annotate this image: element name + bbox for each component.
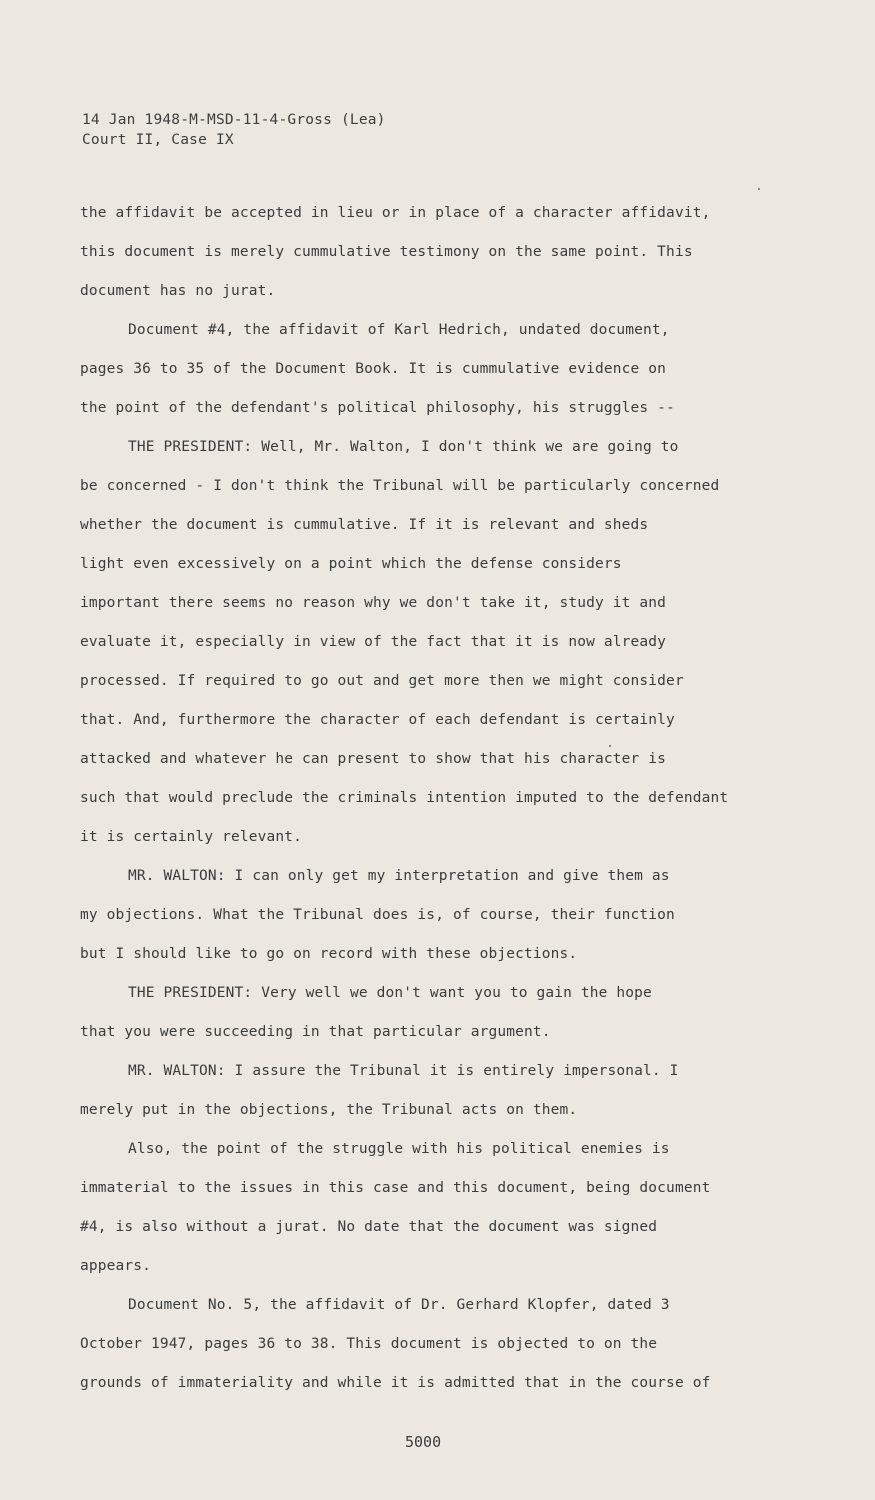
transcript-line: immaterial to the issues in this case and this document, being document xyxy=(80,1180,711,1196)
transcript-line: whether the document is cummulative. If it is relevant and sheds xyxy=(80,517,649,533)
transcript-line: that you were succeeding in that particular argument. xyxy=(80,1024,551,1040)
transcript-line: Document #4, the affidavit of Karl Hedrich, undated document, xyxy=(128,322,670,338)
transcript-line: merely put in the objections, the Tribunal acts on them. xyxy=(80,1102,578,1118)
transcript-line: it is certainly relevant. xyxy=(80,829,302,845)
header-date-reference: 14 Jan 1948-M-MSD-11-4-Gross (Lea) xyxy=(82,112,386,128)
paper-speck xyxy=(609,745,611,747)
transcript-line: MR. WALTON: I assure the Tribunal it is entirely impersonal. I xyxy=(128,1063,679,1079)
transcript-line: THE PRESIDENT: Very well we don't want you to gain the hope xyxy=(128,985,652,1001)
document-header xyxy=(82,110,386,150)
transcript-line: document has no jurat. xyxy=(80,283,276,299)
transcript-line: light even excessively on a point which the defense considers xyxy=(80,556,622,572)
transcript-line: October 1947, pages 36 to 38. This document is objected to on the xyxy=(80,1336,658,1352)
transcript-line: the point of the defendant's political philosophy, his struggles -- xyxy=(80,400,675,416)
transcript-line: important there seems no reason why we don't take it, study it and xyxy=(80,595,667,611)
page-number: 5000 xyxy=(405,1433,442,1451)
transcript-line: pages 36 to 35 of the Document Book. It is cummulative evidence on xyxy=(80,361,667,377)
paper-speck xyxy=(758,188,760,190)
transcript-line: be concerned - I don't think the Tribunal will be particularly concerned xyxy=(80,478,720,494)
transcript-line: Also, the point of the struggle with his political enemies is xyxy=(128,1141,670,1157)
transcript-line: attacked and whatever he can present to show that his character is xyxy=(80,751,667,767)
transcript-line: grounds of immateriality and while it is admitted that in the course of xyxy=(80,1375,711,1391)
transcript-line: this document is merely cummulative testimony on the same point. This xyxy=(80,244,693,260)
transcript-line: such that would preclude the criminals intention imputed to the defendant xyxy=(80,790,729,806)
header-court-case: Court II, Case IX xyxy=(82,132,234,148)
transcript-line: Document No. 5, the affidavit of Dr. Gerhard Klopfer, dated 3 xyxy=(128,1297,670,1313)
transcript-line: processed. If required to go out and get more then we might consider xyxy=(80,673,684,689)
transcript-line: evaluate it, especially in view of the fact that it is now already xyxy=(80,634,667,650)
transcript-line: MR. WALTON: I can only get my interpretation and give them as xyxy=(128,868,670,884)
transcript-line: THE PRESIDENT: Well, Mr. Walton, I don't think we are going to xyxy=(128,439,679,455)
transcript-line: the affidavit be accepted in lieu or in place of a character affidavit, xyxy=(80,205,711,221)
transcript-line: that. And, furthermore the character of each defendant is certainly xyxy=(80,712,675,728)
transcript-line: my objections. What the Tribunal does is, of course, their function xyxy=(80,907,675,923)
transcript-line: but I should like to go on record with these objections. xyxy=(80,946,578,962)
transcript-line: appears. xyxy=(80,1258,152,1274)
transcript-line: #4, is also without a jurat. No date that the document was signed xyxy=(80,1219,658,1235)
